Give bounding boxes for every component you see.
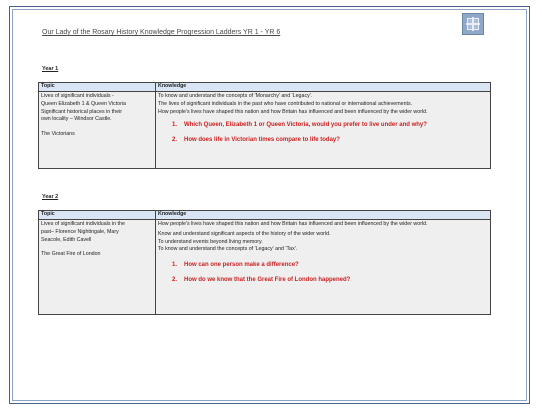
- crest-cross-horizontal: [466, 23, 480, 25]
- topic-line: The Great Fire of London: [41, 251, 101, 258]
- knowledge-line: To understand events beyond living memory.: [158, 238, 263, 245]
- question-number: 2.: [172, 137, 178, 144]
- question-number: 1.: [172, 122, 178, 129]
- topic-line: Significant historical places in their: [41, 108, 122, 115]
- knowledge-cell: [156, 92, 491, 169]
- topic-line: The Victorians: [41, 131, 75, 138]
- topic-line: past– Florence Nightingale, Mary: [41, 228, 119, 235]
- question-item: [158, 120, 488, 131]
- year-1-table: [38, 82, 491, 169]
- year-2-heading: Year 2: [42, 194, 59, 200]
- knowledge-line: The lives of significant individuals in the past who have contributed to national or international achievements.: [158, 100, 413, 107]
- question-text: How does life in Victorian times compare to life today?: [184, 137, 340, 144]
- topic-cell: [39, 220, 156, 315]
- page-border: [9, 6, 530, 404]
- year-2-table: [38, 210, 491, 315]
- table-header-row: [39, 211, 491, 220]
- topic-line: Queen Elizabeth 1 & Queen Victoria: [41, 100, 127, 107]
- topic-line: Seacole, Edith Cavell: [41, 236, 92, 243]
- table-row: [39, 92, 491, 169]
- topic-line: Lives of significant individuals in the: [41, 221, 125, 227]
- school-crest-icon: [462, 13, 484, 35]
- knowledge-line: How people's lives have shaped this nation and how Britain has influenced and been influenced by the wider world.: [158, 221, 428, 227]
- table-header-row: [39, 83, 491, 92]
- question-text: How do we know that the Great Fire of London happened?: [184, 277, 351, 284]
- year-1-heading: Year 1: [42, 66, 59, 72]
- question-item: [158, 260, 488, 271]
- knowledge-line: To know and understand the concepts of 'Legacy' and 'Tax'.: [158, 246, 298, 253]
- knowledge-header: Knowledge: [156, 83, 491, 92]
- topic-line: Lives of significant individuals -: [41, 93, 114, 99]
- topic-header: Topic: [39, 83, 156, 92]
- topic-cell: [39, 92, 156, 169]
- knowledge-line: To know and understand the concepts of 'Monarchy' and 'Legacy'.: [158, 93, 313, 99]
- question-item: [158, 275, 488, 286]
- question-number: 2.: [172, 277, 178, 284]
- question-item: [158, 135, 488, 146]
- knowledge-header: Knowledge: [156, 211, 491, 220]
- question-text: Which Queen, Elizabeth 1 or Queen Victoria, would you prefer to live under and why?: [184, 122, 427, 129]
- spacer: [41, 244, 153, 251]
- topic-line: own locality – Windsor Castle.: [41, 116, 112, 123]
- question-text: How can one person make a difference?: [184, 262, 299, 269]
- document-title: Our Lady of the Rosary History Knowledge Progression Ladders YR 1 - YR 6: [42, 29, 281, 36]
- table-row: [39, 220, 491, 315]
- knowledge-line: Know and understand significant aspects of the history of the wider world.: [158, 230, 331, 237]
- topic-header: Topic: [39, 211, 156, 220]
- spacer: [41, 124, 153, 131]
- knowledge-cell: [156, 220, 491, 315]
- knowledge-line: How people's lives have shaped this nation and how Britain has influenced and been influenced by the wider world.: [158, 108, 428, 115]
- question-number: 1.: [172, 262, 178, 269]
